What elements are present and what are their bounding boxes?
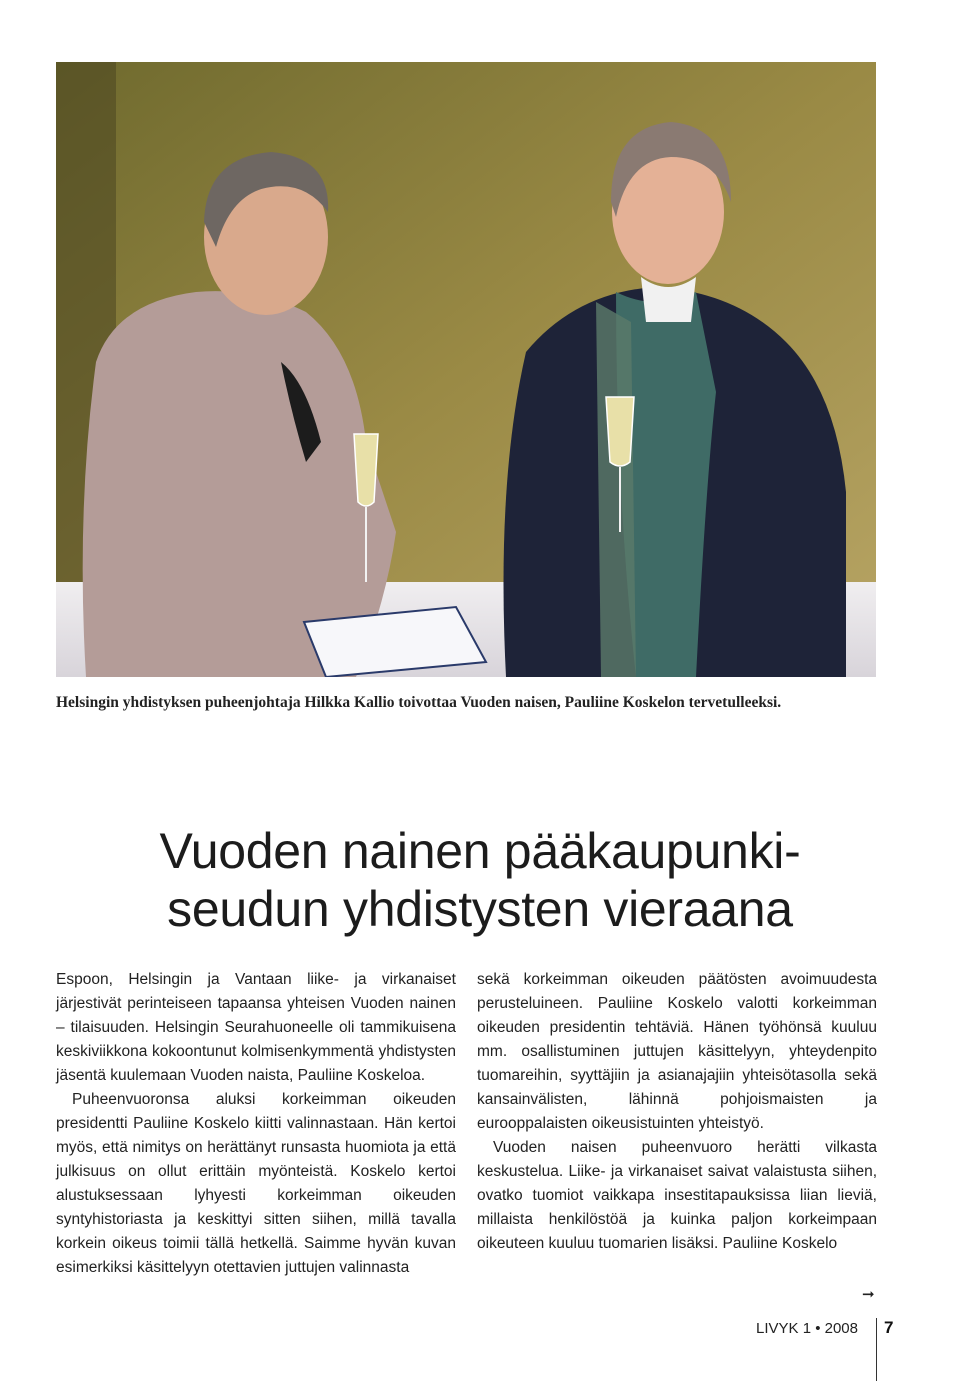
headline-line-1: Vuoden nainen pääkaupunki- [159,823,801,879]
photo-illustration [56,62,876,677]
continue-arrow-icon: ➞ [862,1286,875,1303]
article-column-right [477,968,877,1256]
paragraph-1: Espoon, Helsingin ja Vantaan liike- ja virkanaiset järjestivät perinteiseen tapaansa yhteisen Vuoden nainen – tilaisuuden. Helsingin Seurahuoneelle oli tammikuisena keskiviikkona kokoontunut kolmisenkymmentä yhdistysten jäsentä kuulemaan Vuoden naista, Pauliine Koskeloa. [56,971,456,1084]
headline-line-2: seudun yhdistysten vieraana [167,881,793,937]
article-column-left [56,968,456,1280]
paragraph-3: sekä korkeimman oikeuden päätösten avoimuudesta perusteluineen. Pauliine Koskelo valotti korkeimman oikeuden presidentin tehtäviä. Hänen työhönsä kuuluu mm. osallistuminen juttujen käsittelyyn, yhteydenpito tuomareihin, syyttäjiin ja asianajajiin yhteisötasolla sekä kansainvälisten, lähinnä pohjoismaisten ja eurooppalaisten oikeusistuinten yhteistyö. [477,971,877,1132]
article-photo [56,62,876,677]
paragraph-4: Vuoden naisen puheenvuoro herätti vilkasta keskustelua. Liike- ja virkanaiset saivat valaistusta siihen, ovatko tuomiot vaikkapa insestitapauksissa liian lieviä, millaista henkilöstöä ja kuinka paljon korkeimpaan oikeuteen kuuluu tuomarien lisäksi. Pauliine Koskelo [477,1139,877,1252]
photo-caption: Helsingin yhdistyksen puheenjohtaja Hilkka Kallio toivottaa Vuoden naisen, Pauliine Koskelon tervetulleeksi. [56,694,782,711]
footer-divider [876,1318,877,1381]
paragraph-2: Puheenvuoronsa aluksi korkeimman oikeuden presidentti Pauliine Koskelo kiitti valinnastaan. Hän kertoi myös, että nimitys on herättänyt runsasta huomiota ja että julkisuus on ollut erittäin myönteistä. Koskelo kertoi alustuksessaan lyhyesti korkeimman oikeuden syntyhistoriasta ja keskittyi sitten siihen, millä tavalla korkein oikeus toimii tällä hetkellä. Saimme hyvän kuvan esimerkiksi käsittelyyn otettavien juttujen valinnasta [56,1091,456,1276]
issue-label: LIVYK 1 • 2008 [756,1320,858,1337]
page-number: 7 [884,1318,894,1337]
article-headline [0,822,960,938]
